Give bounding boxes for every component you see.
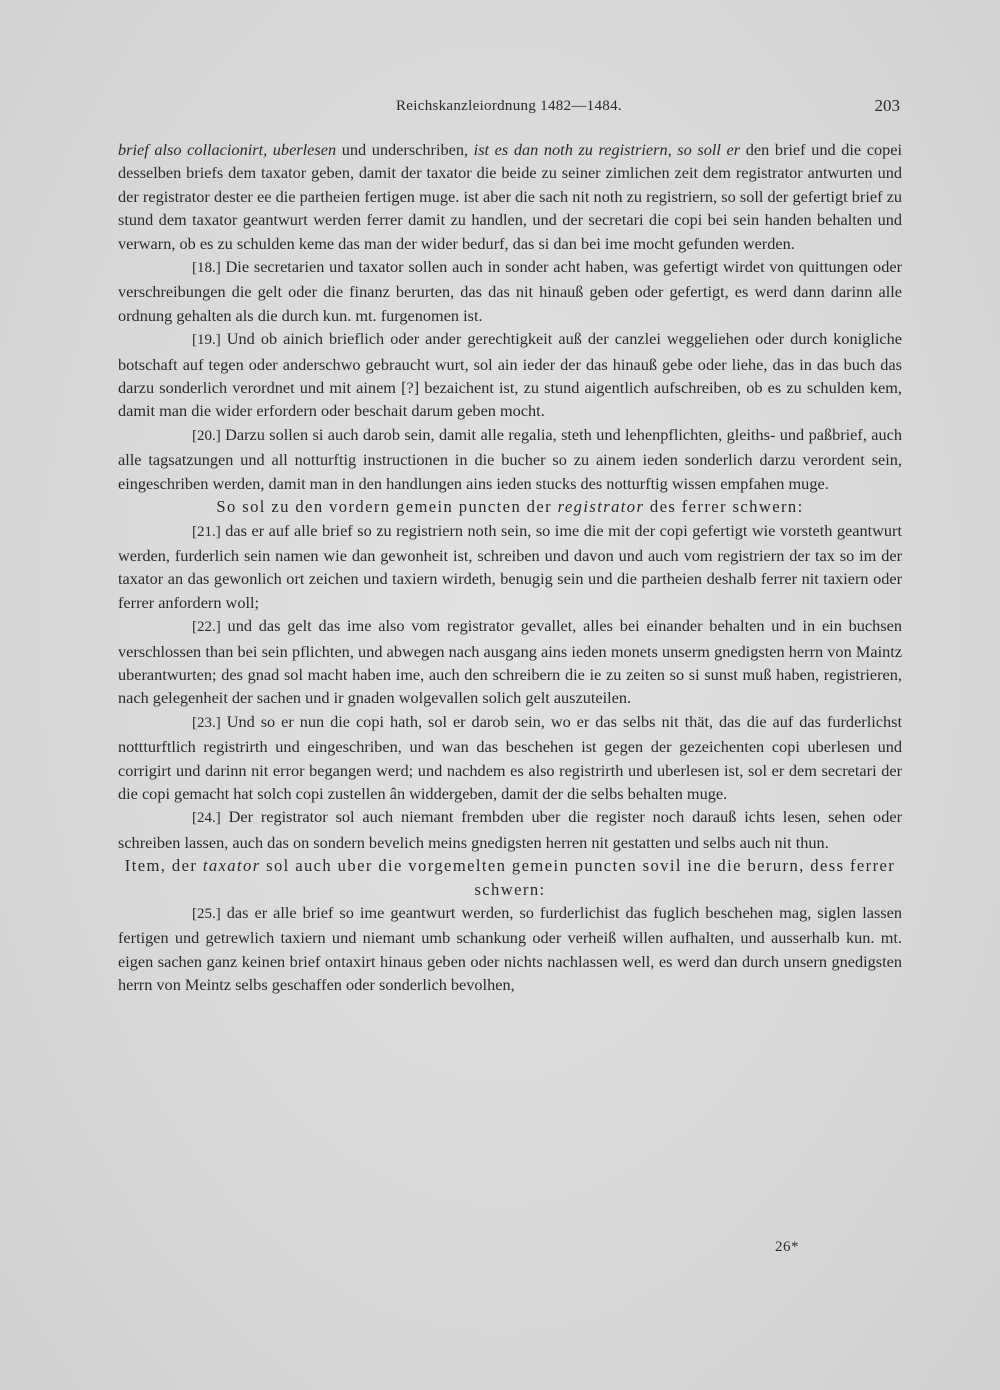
paragraph-continued [118, 138, 902, 255]
paragraph-20 [118, 423, 902, 495]
heading-italic: registrator [557, 497, 645, 517]
paragraph-number: [22.] [192, 619, 221, 636]
paragraph-number: [21.] [192, 523, 221, 540]
section-heading-registrator [118, 495, 902, 518]
paragraph-24 [118, 805, 902, 854]
paragraph-number: [25.] [192, 906, 221, 922]
paragraph-text: Der registrator sol auch niemant frembden uber die register noch darauß ichts lesen, sehen oder schreiben lassen, auch das on sondern bevelich meins gnedigsten herren nit gestatten und selbs auch nit thun. [118, 807, 902, 852]
section-heading-taxator [118, 854, 902, 901]
paragraph-text: Darzu sollen si auch darob sein, damit alle regalia, steth und lehenpflichten, gleiths- und paßbrief, auch alle tagsatzungen und all notturftig instructionen in die bucher so zu ainem ieden sonderlich darzu verordent sein, eingeschriben werden, damit man in den handlungen ains ieden stucks des notturftig wissen empfahen muge. [118, 424, 902, 493]
paragraph-text: Die secretarien und taxator sollen auch in sonder acht haben, was gefertigt wirdet von quittungen oder verschreibungen die gelt oder die finanz berurten, das das nit hinauß geben oder gefertigt, es werd dann darinn alle ordnung gehalten als die durch kun. mt. furgenomen ist. [118, 257, 902, 325]
paragraph-text: das er auf alle brief so zu registriern noth sein, so ime die mit der copi gefertigt wie vorsteth geantwurt werden, furderlich sein namen wie dan gewonheit ist, schreiben und davon und auch vom registriern der tax so im der taxator an das gewonlich ort zeichen und taxiern wirdeth, benugig sein und die partheien deshalb ferrer nit taxiern oder ferrer anfordern woll; [118, 520, 902, 612]
paragraph-number: [24.] [192, 810, 221, 827]
italic-phrase: ist es dan noth zu registriern, so soll er [473, 140, 741, 159]
text-run: den brief und die copei desselben briefs dem taxator geben, damit der taxator die beide zu seiner zimlichen zeit dem registrator antwurten und der registrator dester ee die partheien fertigen muge. ist aber die sach nit noth zu registriern, so soll der gefertigt brief zu stund dem taxator geantwurt werden ferrer damit zu handlen, und der secretari die copi bei sein handen behalten und verwarn, ob es zu schulden keme das man der wider bedurf, das si dan bei ime mocht gefunden werden. [118, 140, 902, 253]
paragraph-number: [18.] [192, 260, 221, 277]
page-header [118, 98, 902, 124]
paragraph-number: [19.] [192, 332, 221, 349]
paragraph-text: das er alle brief so ime geantwurt werden, so furderlichist das fuglich beschehen mag, siglen lassen fertigen und getrewlich taxiern und niemant umb schankung oder verheiß willen aufhalten, und ausserhalb kun. mt. eigen sachen ganz keinen brief ontaxirt hinaus geben oder nichts nachlassen well, es werd dan durch unsern gnedigsten herrn von Meintz selbs geschaffen oder sonderlich bevolhen, [118, 903, 902, 995]
heading-text: des ferrer schwern: [644, 497, 804, 517]
paragraph-19 [118, 327, 902, 423]
heading-italic: taxator [202, 856, 261, 876]
italic-phrase: brief also collacionirt, uberlesen [118, 140, 337, 159]
running-title: Reichskanzleiordnung 1482—1484. [396, 98, 622, 114]
paragraph-text: und das gelt das ime also vom registrator gevallet, alles bei einander behalten und in ein buchsen verschlossen than bei sein pflichten, und abwegen nach ausgang ains ieden monets unserm gnedigsten herrn von Maintz uberantwurten; des gnad sol macht haben ime, auch den schreibern die ie zu zeiten so si sunst muß haben, registrieren, nach gelegenheit der sachen und ir gnaden wolgevallen solich gelt auszuteilen. [118, 616, 902, 708]
paragraph-21 [118, 519, 902, 615]
paragraph-18 [118, 255, 902, 327]
signature-mark: 26* [775, 1239, 799, 1255]
document-body [118, 138, 902, 997]
text-run: und underschriben, [336, 140, 474, 159]
paragraph-number: [23.] [192, 714, 221, 731]
paragraph-22 [118, 614, 902, 710]
heading-text: So sol zu den vordern gemein puncten der [216, 497, 558, 517]
paragraph-23 [118, 710, 902, 806]
paragraph-text: Und ob ainich brieflich oder ander gerechtigkeit auß der canzlei weggeliehen oder durch konigliche botschaft auf tegen oder anderschwo gebraucht wurt, sol ain ieder der das hinauß gebe oder liehe, das in das buch das darzu sonderlich verordnet und mit ainem [?] bezaichent ist, zu stund aigentlich aufschreiben, ob es zu schulden kem, damit man die wider erfordern oder beschait darum geben mocht. [118, 329, 902, 421]
paragraph-25 [118, 901, 902, 997]
heading-text: Item, der [124, 856, 203, 876]
page-number: 203 [874, 96, 900, 115]
paragraph-number: [20.] [192, 427, 221, 444]
paragraph-text: Und so er nun die copi hath, sol er darob sein, wo er das selbs nit thät, das die auf das furderlichst nottturftlich registrirth und eingeschriben, und wan das beschehen ist gegen der gezeichenten copi uberlesen und corrigirt und darinn nit error begangen werd; und nachdem es also registrirth und uberlesen ist, sol er dem secretari der die copi gemacht hat solch copi zustellen ân widdergeben, damit der die selbs behalten muge. [118, 711, 902, 803]
heading-text: sol auch uber die vorgemelten gemein puncten sovil ine die berurn, dess ferrer schwern: [260, 856, 896, 899]
